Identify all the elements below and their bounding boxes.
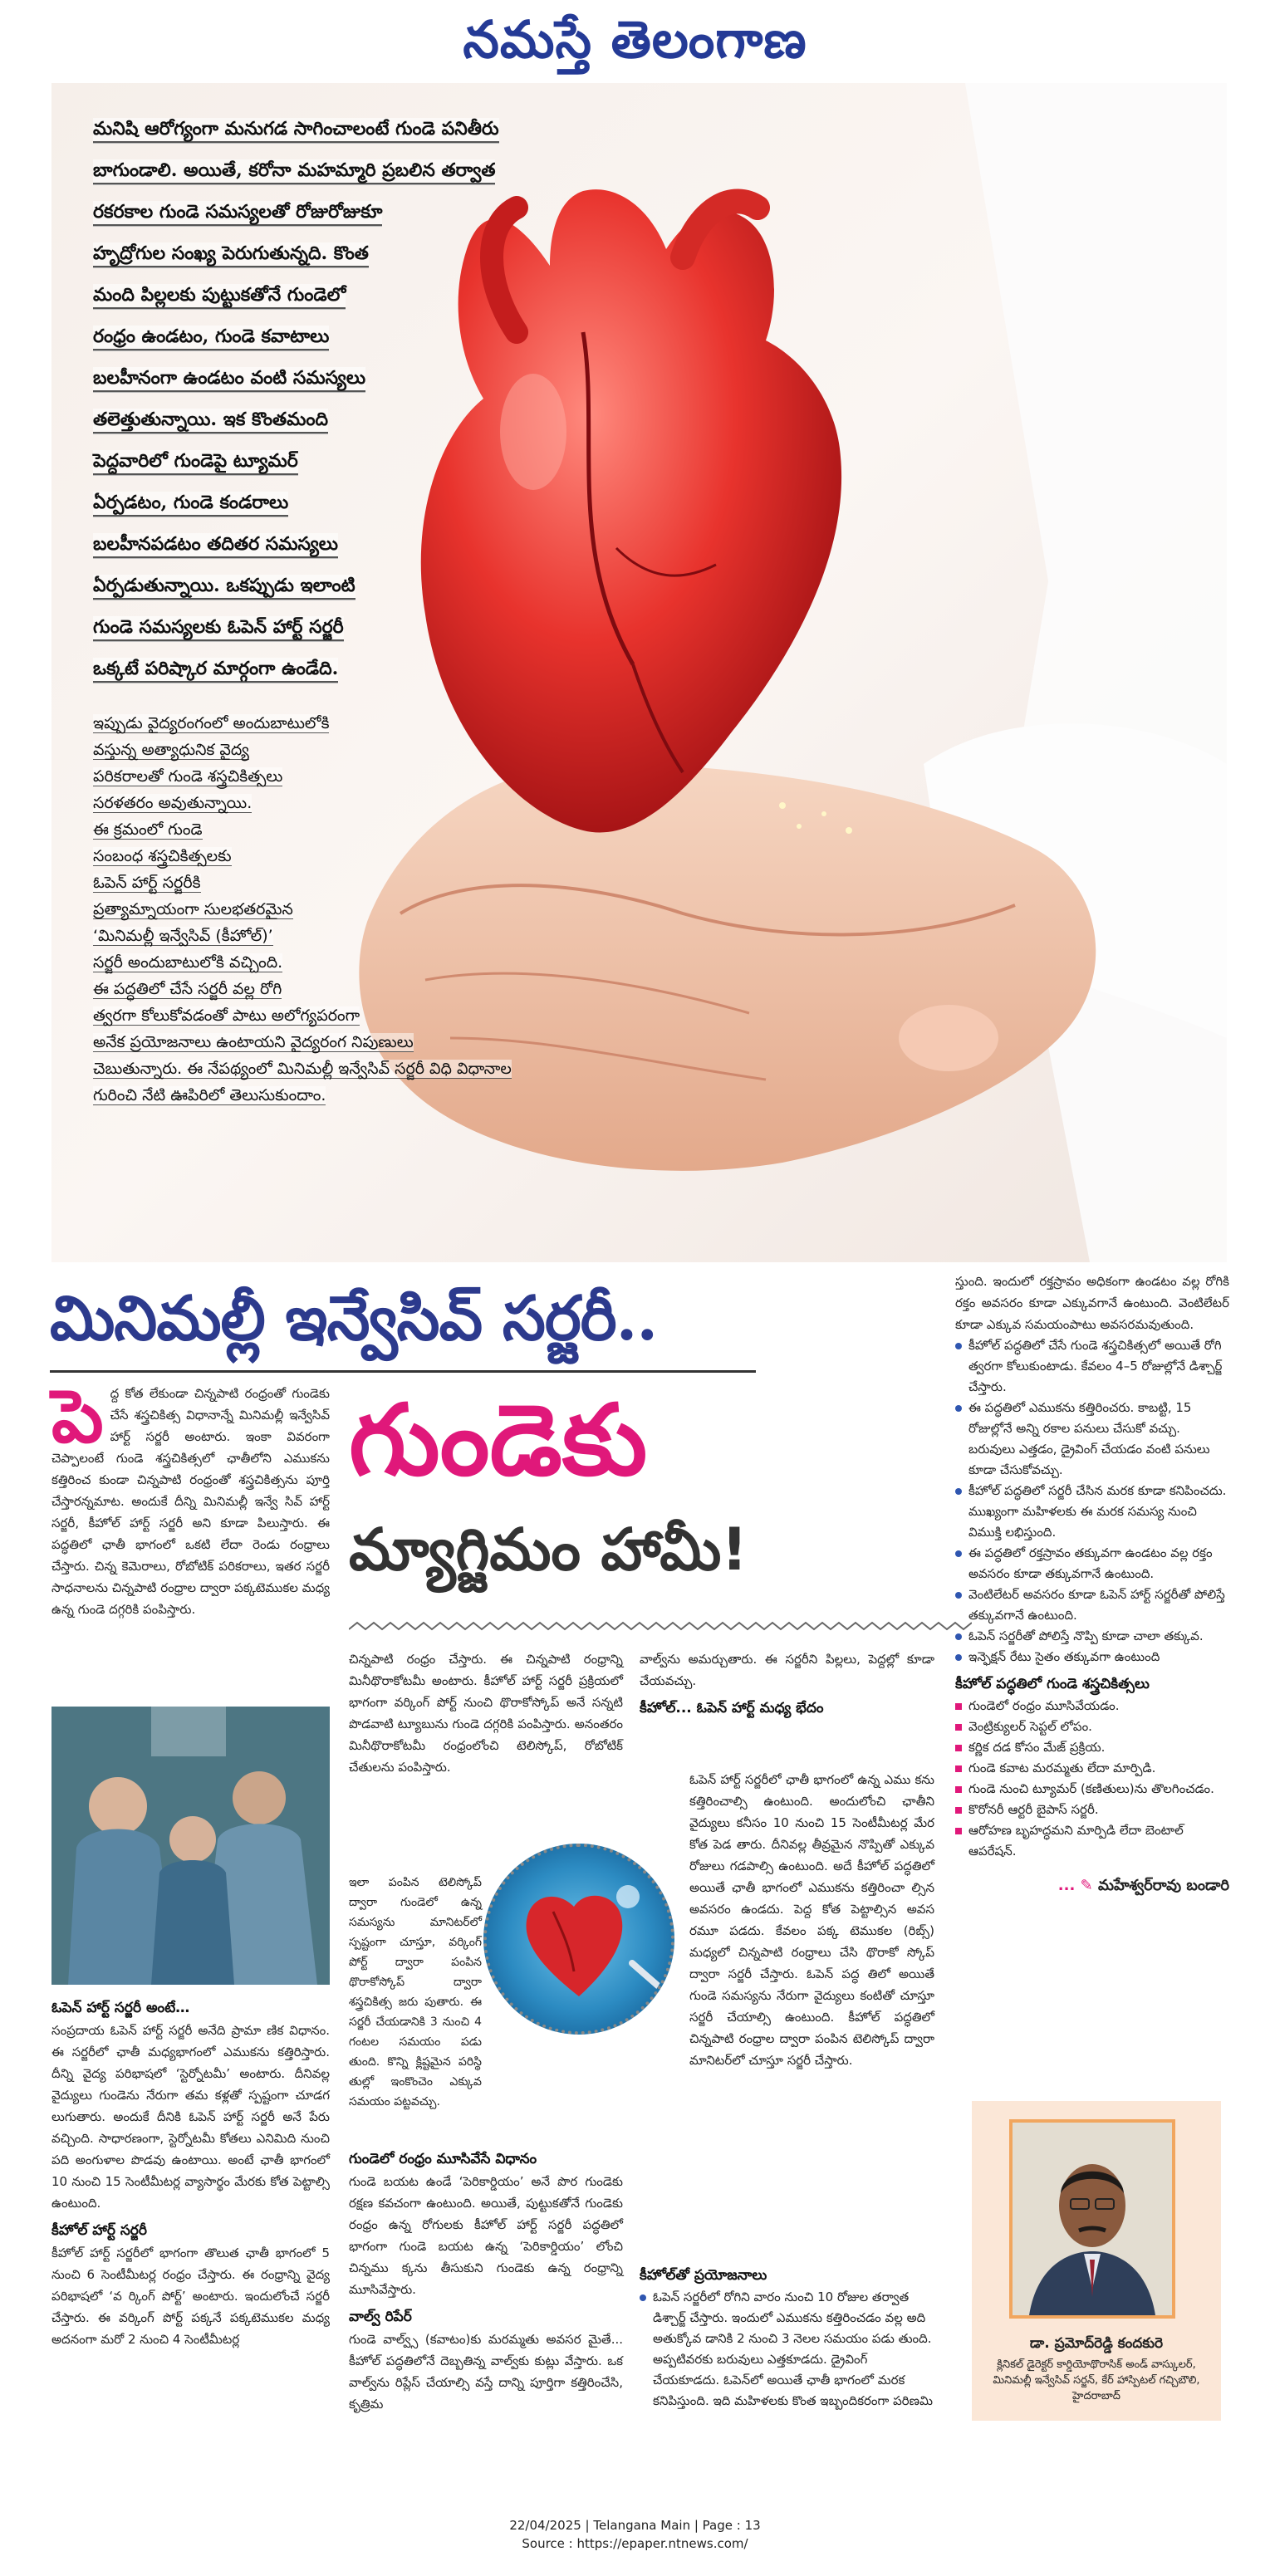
col3-subhead-1: కీహోల్... ఓపెన్ హార్ట్ మధ్య భేదం [640,1700,824,1717]
column-2-wrap [349,1873,482,2112]
intro2-line: సంబంధ శస్త్రచికిత్సలకు [93,847,232,865]
column-1 [51,1374,330,1620]
hero-image [51,83,1227,1262]
col1-subhead-1: ఓపెన్ హార్ట్ సర్జరీ అంటే… [51,2000,190,2016]
intro2-line: అనేక ప్రయోజనాలు ఉంటాయని వైద్యరంగ నిపుణులు [93,1033,414,1051]
col1-p1: ద్ద కోత లేకుండా చిన్నపాటి రంధ్రంతో గుండెకు చేసే శస్త్రచికిత్స విధానాన్నే మినిమల్లీ ఇన్వేసివ్ హార్ట్ సర్జరీ అంటారు. ఇంకా వివరంగా చెప్పాలంటే గుండె శస్త్రచికిత్సలో ఛాతీలోని ఎముకను కత్తిరించ కుండా చిన్నపాటి రంధ్రంతో శస్త్రచికిత్సను పూర్తి చేస్తారన్నమాట. అందుకే దీన్ని మినిమల్లీ ఇన్వే సివ్ హార్ట్ సర్జరీ, కీహోల్ హార్ట్ సర్జరీ అని కూడా పిలుస్తారు. ఈ పద్ధతిలో ఛాతీ భాగంలో ఒకటి లేదా రెండు రంధ్రాలు చేస్తారు. చిన్న కెమెరాలు, రోబోటిక్ పరికరాలు, ఇతర సర్జరీ సాధనాలను చిన్నపాటి రంధ్రాల ద్వారా పక్కటెముకల మధ్య ఉన్న గుండె దగ్గరికి పంపిస్తారు. [51,1386,330,1617]
list-item: కొరోనరీ ఆర్టరీ బైపాస్ సర్జరీ. [955,1800,1229,1820]
list-item: ఓపెన్ సర్జరీతో పోలిస్తే నొప్పి కూడా చాలా తక్కువ. [955,1626,1229,1647]
headline-main: మినిమల్లీ ఇన్వేసివ్ సర్జరీ.. [50,1283,658,1354]
column-2-lower [349,2143,623,2415]
col3-subhead-2: కీహోల్‌తో ప్రయోజనాలు [640,2267,767,2284]
col1-subhead-2: కీహోల్ హార్ట్ సర్జరీ [51,2222,147,2239]
col3-benefit-list [640,2287,934,2412]
column-3 [640,1648,934,1720]
col4-procedure-list [955,1696,1229,1862]
intro2-line: ఓపెన్ హార్ట్ సర్జరీకి [93,874,201,892]
byline-dots: ... [1057,1877,1076,1894]
list-item: ఇన్ఫెక్షన్ రేటు సైతం తక్కువగా ఉంటుంది [955,1647,1229,1668]
column-2 [349,1648,623,1778]
intro-line: పెద్దవారిలో గుండెపై ట్యూమర్ [93,450,298,475]
list-item: కీహోల్ పద్ధతిలో చేసే గుండె శస్త్రచికిత్సలో అయితే రోగి త్వరగా కోలుకుంటాడు. కేవలం 4–5 రోజుల్లోనే డిశ్చార్జ్ చేస్తారు. [955,1335,1229,1398]
column-3-lower [640,2259,934,2412]
intro-line: ఒక్కటే పరిష్కార మార్గంగా ఉండేది. [93,658,338,683]
intro-line: మంది పిల్లలకు పుట్టుకతోనే గుండెలో [93,284,346,309]
list-item: ఈ పద్ధతిలో ఎముకను కత్తిరించరు. కాబట్టి, 15 రోజుల్లోనే అన్ని రకాల పనులు చేసుకో వచ్చు. బరువులు ఎత్తడం, డ్రైవింగ్ చేయడం వంటి పనులు కూడా చేసుకోవచ్చు. [955,1398,1229,1481]
author-designation: క్లినికల్ డైరెక్టర్ కార్డియోథొరాసిక్ అండ్ వాస్కులర్, మినిమల్లీ ఇన్వేసివ్ సర్జన్, కేర్ హాస్పిటల్ గచ్చిబౌలి, హైదరాబాద్ [993,2358,1200,2402]
col1-paragraph [51,1374,330,1620]
heart-scan-illustration [487,1847,671,2031]
intro2-line: ప్రత్యామ్నాయంగా సులభతరమైన [93,900,293,918]
intro2-line: ‘మినిమల్లీ ఇన్వేసివ్ (కీహోల్)’ [93,927,273,945]
list-item: ఆరోహణ బృహద్ధమని మార్పిడి లేదా బెంటాల్ ఆపరేషన్. [955,1820,1229,1862]
intro-line: బలహీనంగా ఉండటం వంటి సమస్యలు [93,367,365,392]
intro2-line: ఈ పద్ధతిలో చేసే సర్జరీ వల్ల రోగి [93,980,282,998]
pen-icon: ✎ [1080,1877,1093,1894]
intro-subtext [93,710,674,1109]
col2-subhead-1: గుండెలో రంధ్రం మూసివేసే విధానం [349,2151,537,2167]
intro-line: బాగుండాలి. అయితే, కరోనా మహమ్మారి ప్రబలిన తర్వాత [93,159,495,184]
list-item: గుండెలో రంధ్రం మూసివేయడం. [955,1696,1229,1717]
col2-p3: గుండె వాల్వ్స్ (కవాటం)కు మరమ్మతు అవసర మైతే... కీహోల్ పద్ధతిలోనే దెబ్బతిన్న వాల్వ్‌కు కుట్లు వేస్తారు. ఒక వాల్వ్‌ను రిప్లేస్ చేయాల్సి వస్తే దాన్ని పూర్తిగా కత్తిరించేసి, కృత్రిమ [349,2332,623,2412]
col4-subhead: కీహోల్ పద్ధతిలో గుండె శస్త్రచికిత్సలు [955,1676,1150,1692]
column-4 [955,1271,1229,1898]
intro-line: బలహీనపడటం తదితర సమస్యలు [93,533,338,558]
list-item: గుండె కవాట మరమ్మతు లేదా మార్పిడి. [955,1758,1229,1779]
col3-p2: ఓపెన్ హార్ట్ సర్జరీలో ఛాతీ భాగంలో ఉన్న ఎము కను కత్తిరించాల్సి ఉంటుంది. అందులోంచి ఛాతీని వైద్యులు కనీసం 10 నుంచి 15 సెంటీమీటర్ల మేర కోత పెడ తారు. దీనివల్ల తీవ్రమైన నొప్పితో ఎక్కువ రోజులు గడపాల్సి ఉంటుంది. అదే కీహోల్ పద్ధతిలో అయితే ఛాతీ భాగంలో ఎముకను కత్తిరించా ల్సిన అవసరం ఉండదు. పెద్ద కోత పెట్టాల్సిన అవస రమూ పడదు. కేవలం పక్క టెముకల (రిబ్స్) మధ్యలో చిన్నపాటి రంధ్రాలు చేసి థొరాకో స్కోప్ ద్వారా సర్జరీ చేస్తారు. ఓపెన్ పద్ధ తిలో అయితే గుండె సమస్యను నేరుగా వైద్యులు కంటితో చూస్తూ సర్జరీ చేయాల్సి ఉంటుంది. కీహోల్ పద్ధతిలో చిన్నపాటి రంధ్రాల ద్వారా పంపిన టెలిస్కోప్ ద్వారా మానిటర్‌లో చూస్తూ సర్జరీ చేస్తారు. [689,1772,934,2068]
column-1-lower [51,1991,330,2350]
column-3-wrap [689,1769,934,2071]
col1-p3: కీహోల్ హార్ట్ సర్జరీలో భాగంగా తొలుత ఛాతీ భాగంలో 5 నుంచి 6 సెంటీమీటర్ల రంధ్రం చేస్తారు. ఈ రంధ్రాన్ని వైద్య పరిభాషలో ‘వ ర్కింగ్ పోర్ట్’ అంటారు. ఇందులోంచే సర్జరీ చేస్తారు. ఈ వర్కింగ్ పోర్ట్ పక్కనే పక్కటెముకల మధ్య అదనంగా మరో 2 నుంచి 4 సెంటీమీటర్ల [51,2245,330,2347]
list-item: ఓపెన్ సర్జరీలో రోగిని వారం నుంచి 10 రోజుల తర్వాత డిశ్చార్జ్ చేస్తారు. ఇందులో ఎముకను కత్తిరించడం వల్ల అది అతుక్కోవ డానికి 2 నుంచి 3 నెలల సమయం పడు తుంది. అప్పటివరకు బరువులు ఎత్తకూడదు. డ్రైవింగ్ చేయకూడదు. ఓపెన్‌లో అయితే ఛాతీ భాగంలో మరక కనిపిస్తుంది. ఇది మహిళలకు కొంత ఇబ్బందికరంగా పరిణమి [640,2287,934,2412]
list-item: వెంట్రిక్యులర్ సెప్టల్ లోపం. [955,1717,1229,1737]
author-name: డా. ప్రమోద్‌రెడ్డి కందకురె [1029,2335,1164,2352]
intro-line: మనిషి ఆరోగ్యంగా మనుగడ సాగించాలంటే గుండె పనితీరు [93,118,499,143]
footer-source-line: Source : https://epaper.ntnews.com/ [522,2536,748,2551]
surgery-photo [51,1707,330,1985]
list-item: గుండె నుంచి ట్యూమర్ (కణితులు)ను తొలగించడం. [955,1779,1229,1800]
zigzag-divider [349,1619,972,1633]
intro2-line: ఈ క్రమంలో గుండె [93,820,203,839]
intro-line: తలెత్తుతున్నాయి. ఇక కొంతమంది [93,409,328,433]
list-item: కర్ణిక దడ కోసం మేజ్ ప్రక్రియ. [955,1737,1229,1758]
col4-benefit-list [955,1335,1229,1668]
heart-scan-photo [483,1844,674,2035]
col2-p2: గుండె బయట ఉండే ‘పెరికార్డియం’ అనే పొర గుండెకు రక్షణ కవచంగా ఉంటుంది. అయితే, పుట్టుకతోనే గుండెకు రంధ్రం ఉన్న రోగులకు కీహోల్ హార్ట్ సర్జరీ పద్ధతిలో భాగంగా గుండె బయట ఉన్న ‘పెరికార్డియం’ లోంచి చిన్నము క్కను తీసుకుని గుండెకు ఉన్న రంధ్రాన్ని మూసివేస్తారు. [349,2174,623,2297]
headline-sub: మ్యాగ్జిమం హామీ! [349,1516,748,1584]
footer [0,2516,1270,2553]
intro2-line: చెబుతున్నారు. ఈ నేపథ్యంలో మినిమల్లీ ఇన్వేసివ్ సర్జరీ విధి విధానాల [93,1060,512,1078]
intro-line: రకరకాల గుండె సమస్యలతో రోజురోజుకూ [93,201,382,226]
author-caption [980,2334,1213,2404]
intro2-line: ఇప్పుడు వైద్యరంగంలో అందుబాటులోకి [93,714,330,732]
col2-p1b: ఇలా పంపిన టెలిస్కోప్ ద్వారా గుండెలో ఉన్న సమస్యను మానిటర్‌లో స్పష్టంగా చూస్తూ, వర్కింగ్ పోర్ట్ ద్వారా పంపిన థొరాకోస్కోప్ ద్వారా శస్త్రచికిత్స జరు పుతారు. ఈ సర్జరీ చేయడానికి 3 నుంచి 4 గంటల సమయం పడు తుంది. కొన్ని క్లిష్టమైన పరిస్థి తుల్లో ఇంకొంచెం ఎక్కువ సమయం పట్టవచ్చు. [349,1876,482,2108]
intro-line: గుండె సమస్యలకు ఓపెన్ హార్ట్ సర్జరీ [93,616,344,641]
list-item: వెంటిలేటర్ అవసరం కూడా ఓపెన్ హార్ట్ సర్జరీతో పోలిస్తే తక్కువగానే ఉంటుంది. [955,1584,1229,1626]
headline-rule [50,1370,756,1373]
byline-name: మహేశ్వర్‌రావు బండారి [1097,1877,1229,1894]
masthead: నమస్తే తెలంగాణ [463,9,807,70]
intro-line: ఏర్పడటం, గుండె కండరాలు [93,492,288,517]
intro2-line: పరికరాలతో గుండె శస్త్రచికిత్సలు [93,767,283,786]
footer-date-line: 22/04/2025 | Telangana Main | Page : 13 [509,2518,761,2533]
intro2-line: గురించి నేటి ఊపిరిలో తెలుసుకుందాం. [93,1086,326,1104]
intro-text [93,108,633,689]
author-box [972,2101,1221,2421]
surgeons-illustration [51,1707,330,1985]
intro2-line: వస్తున్న అత్యాధునిక వైద్య [93,741,249,759]
intro2-line: సరళతరం అవుతున్నాయి. [93,794,253,812]
col2-subhead-2: వాల్వ్ రిపేర్ [349,2309,412,2325]
col2-p1: చిన్నపాటి రంధ్రం చేస్తారు. ఈ చిన్నపాటి రంధ్రాన్ని మినీథొరాకోటమీ అంటారు. కీహోల్ హార్ట్ సర్జరీ ప్రక్రియలో భాగంగా వర్కింగ్ పోర్ట్ నుంచి థొరాకోస్కోప్ అనే సన్నటి పొడవాటి ట్యూబును గుండె దగ్గరికి పంపిస్తారు. అనంతరం మినీథొరాకోటమీ రంధ్రంలోంచి టెలిస్కోప్, రోబోటిక్ చేతులను పంపిస్తారు. [349,1652,623,1775]
byline [955,1877,1229,1898]
intro2-line: సర్జరీ అందుబాటులోకి వచ్చింది. [93,953,283,972]
col3-p1: వాల్వ్‌ను అమర్చుతారు. ఈ సర్జరీని పిల్లలు, పెద్దల్లో కూడా చేయవచ్చు. [640,1652,934,1688]
list-item: ఈ పద్ధతిలో రక్తస్రావం తక్కువగా ఉండటం వల్ల రక్తం అవసరం కూడా తక్కువగానే ఉంటుంది. [955,1543,1229,1584]
list-item: కీహోల్ పద్ధతిలో సర్జరీ చేసిన మరక కూడా కనిపించదు. ముఖ్యంగా మహిళలకు ఈ మరక సమస్య నుంచి విముక్తి లభిస్తుంది. [955,1481,1229,1543]
author-photo [1009,2119,1175,2319]
headline-large: గుండెకు [349,1383,648,1497]
intro-line: ఏర్పడుతున్నాయి. ఒకప్పుడు ఇలాంటి [93,575,356,600]
intro2-line: త్వరగా కోలుకోవడంతో పాటు అలోగ్యపరంగా [93,1006,360,1025]
intro-line: హృద్రోగుల సంఖ్య పెరుగుతున్నది. కొంత [93,242,369,267]
col1-p2: సంప్రదాయ ఓపెన్ హార్ట్ సర్జరీ అనేది ప్రామా ణిక విధానం. ఈ సర్జరీలో ఛాతీ మధ్యభాగంలో ఎముకను కత్తిరిస్తారు. దీన్ని వైద్య పరిభాషలో ‘స్టెర్నోటమీ’ అంటారు. దీనివల్ల వైద్యులు గుండెను నేరుగా తమ కళ్లతో స్పష్టంగా చూడగ లుగుతారు. అందుకే దీనికి ఓపెన్ హార్ట్ సర్జరీ అనే పేరు వచ్చింది. సాధారణంగా, స్టెర్నోటమీ కోతలు ఎనిమిది నుంచి పది అంగుళాల పొడవు ఉంటాయి. అంటే ఛాతీ భాగంలో 10 నుంచి 15 సెంటీమీటర్ల వ్యాసార్థం మేరకు కోత పెట్టాల్సి ఉంటుంది. [51,2023,330,2211]
drop-cap: పె [51,1374,104,1459]
intro-line: రంధ్రం ఉండటం, గుండె కవాటాలు [93,326,329,350]
author-portrait [1013,2123,1172,2315]
col4-p1: స్తుంది. ఇందులో రక్తస్రావం అధికంగా ఉండటం వల్ల రోగికి రక్తం అవసరం కూడా ఎక్కువగానే ఉంటుంది. వెంటిలేటర్ కూడా ఎక్కువ సమయంపాటు అవసరమవుతుంది. [955,1274,1229,1332]
